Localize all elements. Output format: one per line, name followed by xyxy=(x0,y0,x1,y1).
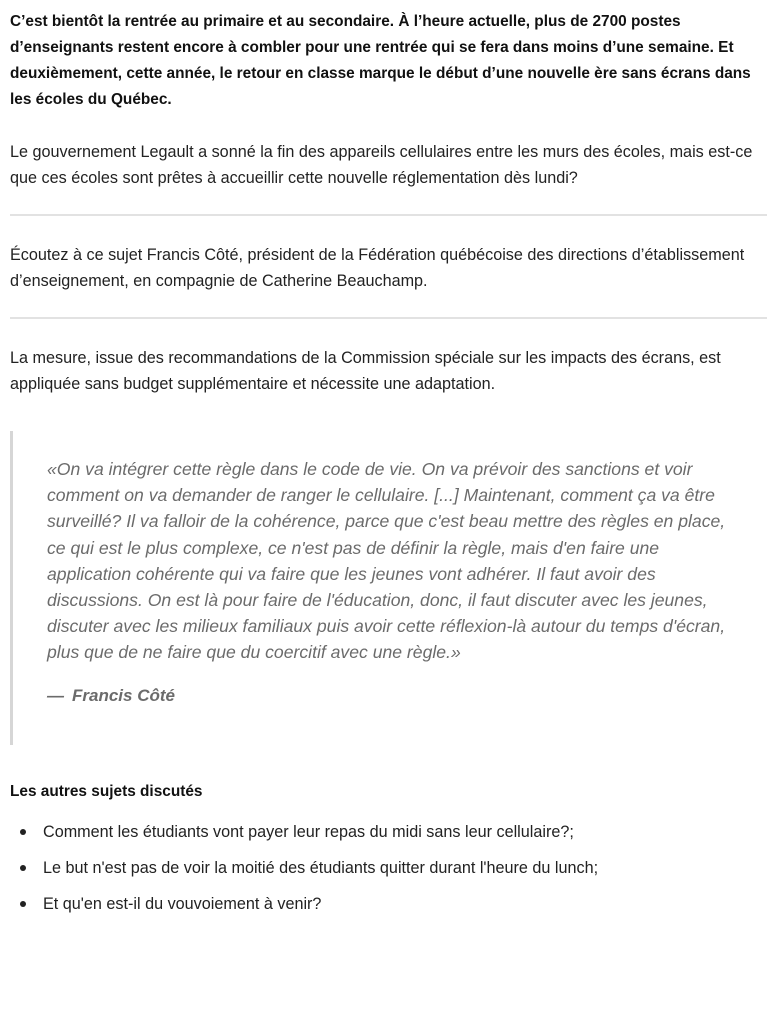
pull-quote xyxy=(10,431,751,745)
quote-text: «On va intégrer cette règle dans le code de vie. On va prévoir des sanctions et voir comment on va demander de ranger le cellulaire. [...] Maintenant, comment ça va être surveillé? Il va falloir de la cohérence, parce que c'est beau mettre des règles en place, ce qui est le plus complexe, ce n'est pas de définir la règle, mais d'en faire une application cohérente qui va faire que les jeunes vont adhérer. Il faut avoir des discussions. On est là pour faire de l'éducation, donc, il faut discuter avec les jeunes, discuter avec les milieux familiaux puis avoir cette réflexion-là autour du temps d'écran, plus que de ne faire que du coercitif avec une règle.» xyxy=(47,459,726,663)
divider xyxy=(10,317,767,319)
bullet-icon xyxy=(20,901,26,907)
quote-dash: — xyxy=(47,685,64,705)
quote-attribution xyxy=(47,683,731,709)
article-lead: C’est bientôt la rentrée au primaire et au secondaire. À l’heure actuelle, plus de 2700 postes d’enseignants restent encore à combler pour une rentrée qui se fera dans moins d’une semaine. Et deuxièmement, cette année, le retour en classe marque le début d’une nouvelle ère sans écrans dans les écoles du Québec. xyxy=(10,13,751,108)
bullet-icon xyxy=(20,829,26,835)
list-item-text: Le but n'est pas de voir la moitié des étudiants quitter durant l'heure du lunch; xyxy=(43,858,599,877)
paragraph-measure: La mesure, issue des recommandations de la Commission spéciale sur les impacts des écrans, est appliquée sans budget supplémentaire et nécessite une adaptation. xyxy=(10,349,721,393)
paragraph-listen: Écoutez à ce sujet Francis Côté, président de la Fédération québécoise des directions d’établissement d’enseignement, en compagnie de Catherine Beauchamp. xyxy=(10,246,745,290)
list-item xyxy=(10,891,767,917)
paragraph-legault: Le gouvernement Legault a sonné la fin des appareils cellulaires entre les murs des écoles, mais est-ce que ces écoles sont prêtes à accueillir cette nouvelle réglementation dès lundi? xyxy=(10,143,753,187)
list-item-text: Comment les étudiants vont payer leur repas du midi sans leur cellulaire?; xyxy=(43,822,574,841)
section-title-other-topics: Les autres sujets discutés xyxy=(10,782,203,800)
divider xyxy=(10,214,767,216)
list-item-text: Et qu'en est-il du vouvoiement à venir? xyxy=(43,894,322,913)
topics-list xyxy=(10,819,767,917)
bullet-icon xyxy=(20,865,26,871)
list-item xyxy=(10,855,767,881)
list-item xyxy=(10,819,767,845)
quote-author: Francis Côté xyxy=(72,685,175,705)
